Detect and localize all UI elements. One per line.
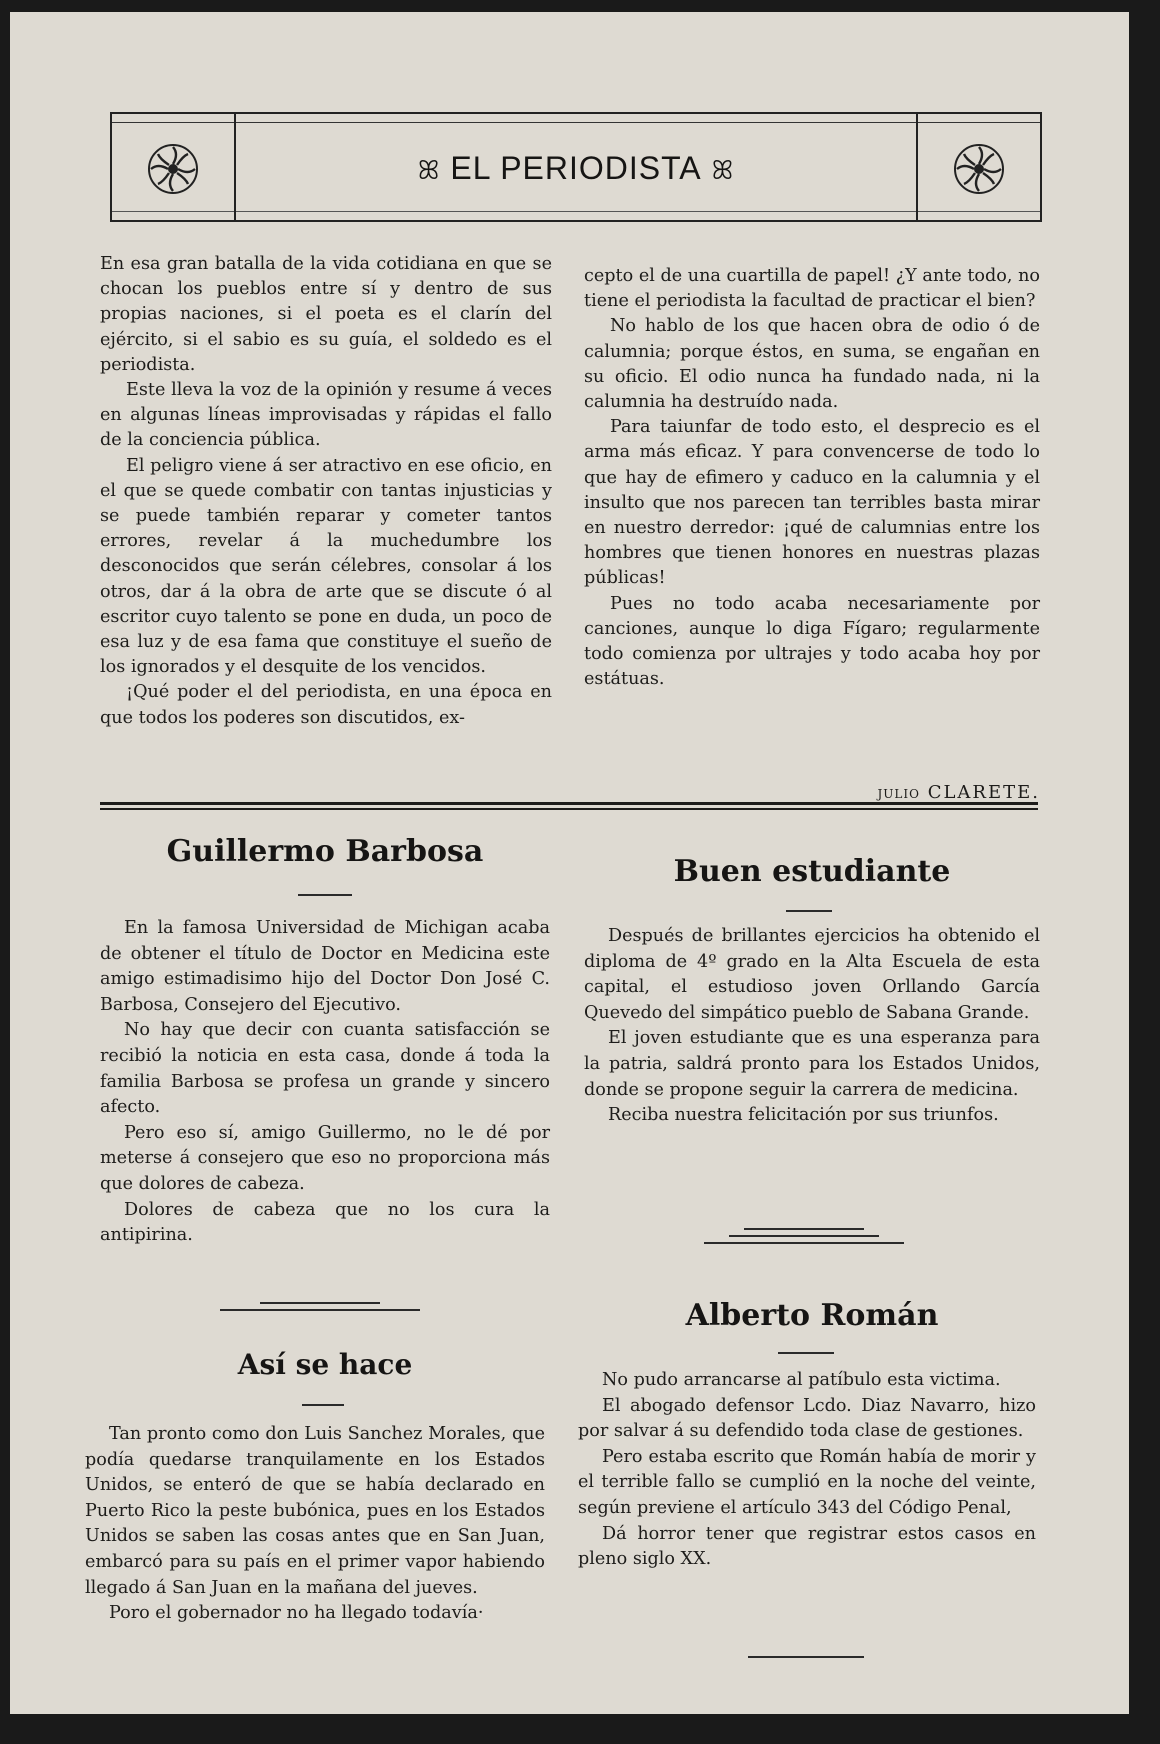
masthead-left-panel	[112, 114, 236, 220]
paragraph: ¡Qué poder el del periodista, en una época en que todos los poderes son discutidos, ex-	[100, 682, 552, 728]
rule	[112, 122, 1040, 123]
masthead-box	[110, 112, 1042, 222]
paragraph: Tan pronto como don Luis Sanchez Morales, que podía quedarse tranquilamente en los Estados Unidos, se enteró de que se había declarado en Puerto Rico la peste bubónica, pues en los Estados Unidos se saben las cosas antes que en San Juan, embarcó para su país en el primer vapor habiendo llegado á San Juan en la mañana del jueves.	[85, 1424, 545, 1598]
ornamental-rule	[220, 1302, 420, 1316]
title-underline	[778, 1352, 834, 1354]
masthead-title	[234, 150, 918, 187]
paragraph: No hablo de los que hacen obra de odio ó de calumnia; porque éstos, en suma, se engañan en su oficio. El odio nunca ha fundado nada, ni la calumnia ha destruído nada.	[584, 316, 1040, 413]
paragraph: El abogado defensor Lcdo. Diaz Navarro, hizo por salvar á su defendido toda clase de gestiones.	[578, 1395, 1036, 1442]
newspaper-page	[10, 12, 1145, 1732]
article-barbosa-body	[100, 916, 550, 1249]
paragraph: Poro el gobernador no ha llegado todavía·	[109, 1603, 484, 1624]
rule	[112, 211, 1040, 212]
article-roman-body	[578, 1368, 1036, 1573]
rosette-icon	[146, 142, 200, 196]
signature-last-name: CLARETE.	[927, 782, 1040, 803]
article-periodista-left-column	[100, 252, 552, 731]
paragraph: Pero estaba escrito que Román había de morir y el terrible fallo se cumplió en la noche del veinte, según previene el artículo 343 del Código Penal,	[578, 1446, 1036, 1518]
masthead-title-text: EL PERIODISTA	[450, 150, 702, 186]
title-underline	[786, 910, 832, 912]
paragraph: Después de brillantes ejercicios ha obtenido el diploma de 4º grado en la Alta Escuela de esta capital, el estudioso joven Orllando García Quevedo del simpático pueblo de Sabana Grande.	[584, 926, 1040, 1023]
page-edge	[1129, 12, 1145, 1732]
paragraph: Dá horror tener que registrar estos casos en pleno siglo XX.	[578, 1523, 1036, 1570]
paragraph: En esa gran batalla de la vida cotidiana en que se chocan los pueblos entre sí y dentro de sus propias naciones, si el poeta es el clarín del ejército, si el sabio es su guía, el soldedo es el periodista.	[100, 254, 552, 375]
paragraph: cepto el de una cuartilla de papel! ¿Y ante todo, no tiene el periodista la facultad de practicar el bien?	[584, 266, 1040, 312]
paragraph: Pues no todo acaba necesariamente por canciones, aunque lo diga Fígaro; regularmente todo comienza por ultrajes y todo acaba hoy por estátuas.	[584, 593, 1040, 690]
article-signature	[877, 782, 1040, 803]
article-title: Buen estudiante	[673, 854, 951, 889]
article-periodista-right-column	[584, 264, 1040, 692]
title-underline	[298, 894, 352, 896]
signature-first-name: JULIO	[877, 787, 920, 801]
section-divider	[100, 802, 1038, 812]
article-estudiante-body	[584, 924, 1040, 1129]
article-title: Así se hace	[237, 1348, 413, 1381]
ornamental-rule	[704, 1228, 904, 1249]
fleuron-icon: ꕤ	[417, 155, 441, 185]
article-title: Guillermo Barbosa	[166, 834, 484, 869]
paragraph: Dolores de cabeza que no los cura la antipirina.	[100, 1199, 550, 1246]
paragraph: No pudo arrancarse al patíbulo esta victima.	[602, 1370, 1001, 1390]
end-rule	[748, 1656, 864, 1658]
article-asi-body	[85, 1422, 545, 1627]
page-edge	[10, 1714, 1145, 1732]
paragraph: El joven estudiante que es una esperanza para la patria, saldrá pronto para los Estados Unidos, donde se propone seguir la carrera de medicina.	[584, 1028, 1040, 1100]
rosette-icon	[952, 142, 1006, 196]
article-title: Alberto Román	[685, 1298, 939, 1333]
title-underline	[302, 1404, 344, 1406]
fleuron-icon: ꕤ	[711, 155, 735, 185]
paragraph: No hay que decir con cuanta satisfacción se recibió la noticia en esta casa, donde á toda la familia Barbosa se profesa un grande y sincero afecto.	[100, 1020, 550, 1118]
paragraph: Pero eso sí, amigo Guillermo, no le dé por meterse á consejero que eso no proporciona más que dolores de cabeza.	[100, 1122, 550, 1194]
paragraph: Reciba nuestra felicitación por sus triunfos.	[608, 1105, 999, 1126]
paragraph: Este lleva la voz de la opinión y resume á veces en algunas líneas improvisadas y rápidas el fallo de la conciencia pública.	[100, 380, 552, 451]
paragraph: El peligro viene á ser atractivo en ese oficio, en el que se quede combatir con tantas injusticias y se puede también reparar y cometer tantos errores, revelar á la muchedumbre los desconocidos que serán célebres, consolar á los otros, dar á la obra de arte que se discute ó al escritor cuyo talento se pone en duda, un poco de esa luz y de esa fama que constituye el sueño de los ignorados y el desquite de los vencidos.	[100, 455, 552, 678]
masthead-right-panel	[916, 114, 1040, 220]
paragraph: Para taiunfar de todo esto, el desprecio es el arma más eficaz. Y para convencerse de todo lo que hay de efimero y caduco en la calumnia y el insulto que nos parecen tan terribles basta mirar en nuestro derredor: ¡qué de calumnias entre los hombres que tienen honores en nuestras plazas públicas!	[584, 417, 1040, 589]
paragraph: En la famosa Universidad de Michigan acaba de obtener el título de Doctor en Medicina este amigo estimadisimo hijo del Doctor Don José C. Barbosa, Consejero del Ejecutivo.	[100, 918, 550, 1015]
